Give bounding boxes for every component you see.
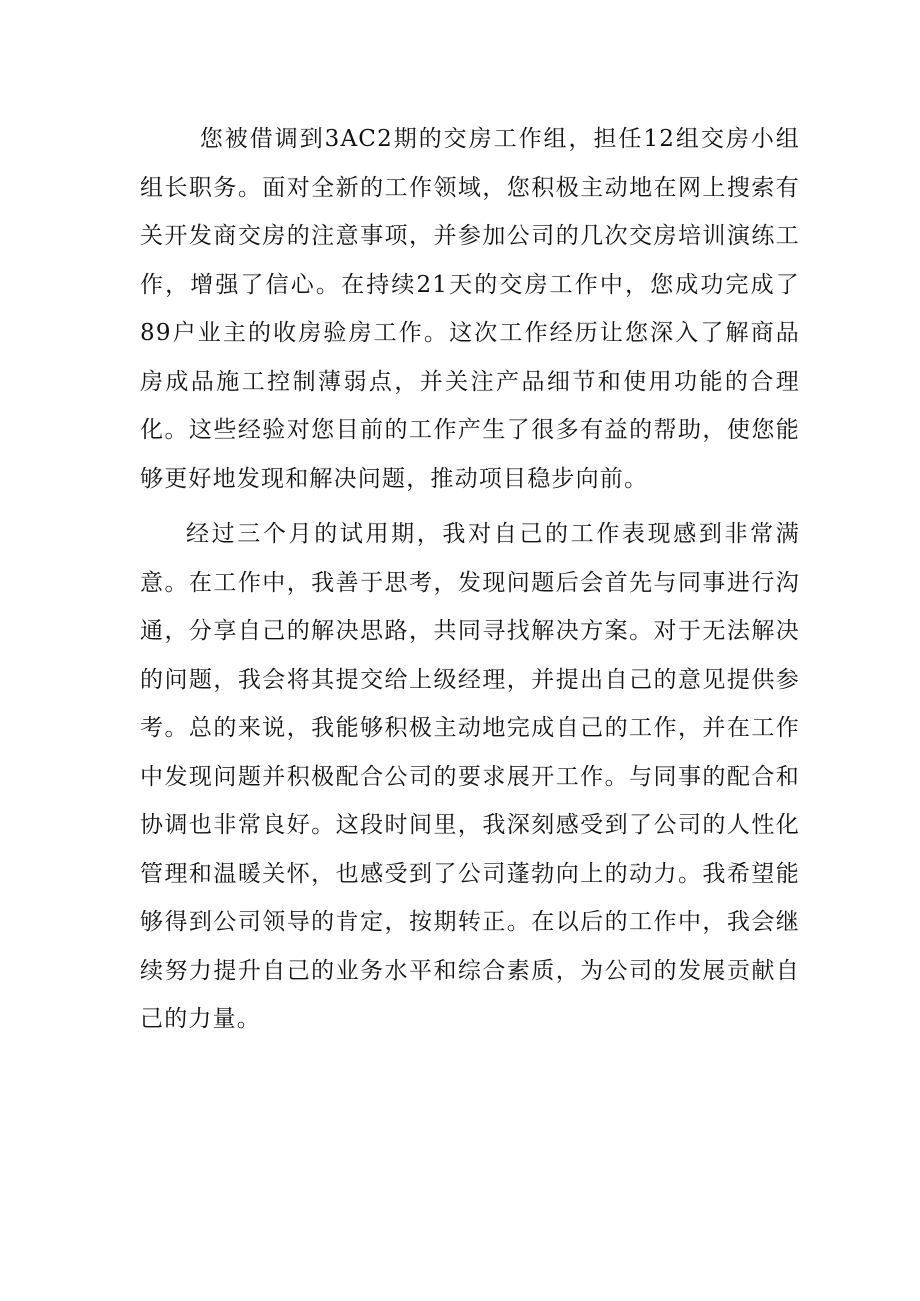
- paragraph-2: 经过三个月的试用期，我对自己的工作表现感到非常满意。在工作中，我善于思考，发现问题后会首先与同事进行沟通，分享自己的解决思路，共同寻找解决方案。对于无法解决的问题，我会将其提交给上级经理，并提出自己的意见提供参考。总的来说，我能够积极主动地完成自己的工作，并在工作中发现问题并积极配合公司的要求展开工作。与同事的配合和协调也非常良好。这段时间里，我深刻感受到了公司的人性化管理和温暖关怀，也感受到了公司蓬勃向上的动力。我希望能够得到公司领导的肯定，按期转正。在以后的工作中，我会继续努力提升自己的业务水平和综合素质，为公司的发展贡献自己的力量。: [140, 521, 800, 1032]
- document-body: [140, 115, 800, 1044]
- paragraph-1: 您被借调到3AC2期的交房工作组，担任12组交房小组组长职务。面对全新的工作领域，您积极主动地在网上搜索有关开发商交房的注意事项，并参加公司的几次交房培训演练工作，增强了信心。在持续21天的交房工作中，您成功完成了89户业主的收房验房工作。这次工作经历让您深入了解商品房成品施工控制薄弱点，并关注产品细节和使用功能的合理化。这些经验对您目前的工作产生了很多有益的帮助，使您能够更好地发现和解决问题，推动项目稳步向前。: [140, 126, 800, 492]
